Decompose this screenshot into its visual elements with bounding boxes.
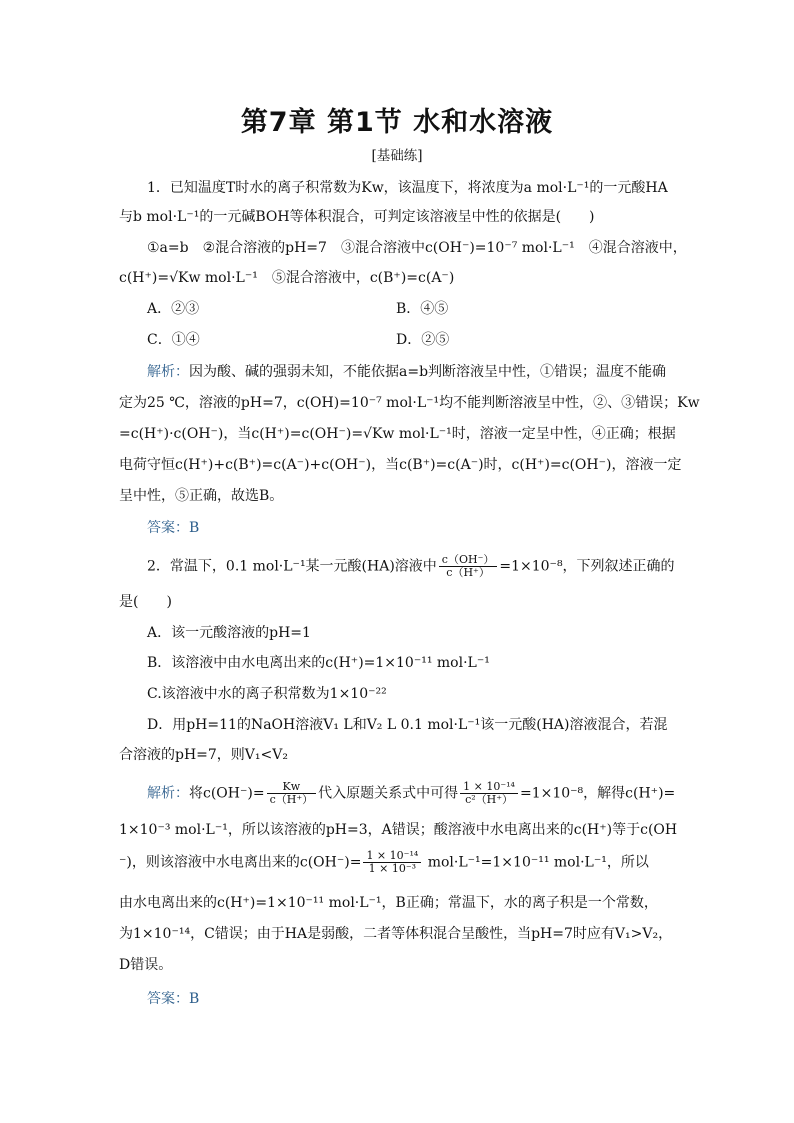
q2-explanation-line3: [119, 850, 698, 875]
q2-fraction2-numerator: 1 × 10⁻¹⁴: [460, 781, 518, 794]
q2-option-b: B．该溶液中由水电离出来的c(H⁺)=1×10⁻¹¹ mol·L⁻¹: [147, 655, 490, 671]
q1-conditions-line2: c(H⁺)=√Kw mol·L⁻¹ ⑤混合溶液中，c(B⁺)=c(A⁻): [119, 270, 455, 286]
q1-option-a: A．②③: [147, 301, 200, 317]
q2-explanation-line6: D错误。: [119, 957, 173, 973]
q1-option-d: D．②⑤: [396, 332, 450, 348]
q2-stem-fraction: [439, 554, 498, 579]
q1-explanation-label: 解析：: [147, 364, 189, 380]
q2-stem-fraction-numerator: c（OH⁻）: [439, 554, 498, 567]
q2-fraction3-denominator: 1 × 10⁻³: [368, 862, 417, 875]
q1-conditions-line1: ①a=b ②混合溶液的pH=7 ③混合溶液中c(OH⁻)=10⁻⁷ mol·L⁻¹ ④混合溶液中，: [147, 240, 687, 256]
q2-fraction1-denominator: c（H⁺）: [269, 793, 314, 806]
q2-answer: 答案：B: [147, 991, 200, 1007]
section-subtitle: [基础练]: [371, 148, 423, 164]
q2-explanation-label: 解析：: [147, 785, 189, 802]
q2-stem-text-b: =1×10⁻⁸，下列叙述正确的: [499, 558, 675, 575]
q2-explanation-text3a: ⁻)，则该溶液中水电离出来的c(OH⁻)=: [119, 854, 362, 871]
q2-explanation-text1b: 代入原题关系式中可得: [318, 785, 459, 802]
q2-explanation-line1: [147, 781, 698, 806]
q1-option-b: B．④⑤: [396, 301, 449, 317]
q2-stem-text-a: 2．常温下，0.1 mol·L⁻¹某一元酸(HA)溶液中: [147, 558, 437, 575]
q2-fraction3-numerator: 1 × 10⁻¹⁴: [363, 850, 421, 863]
q2-option-a: A．该一元酸溶液的pH=1: [147, 625, 311, 641]
q2-option-d-line1: D．用pH=11的NaOH溶液V₁ L和V₂ L 0.1 mol·L⁻¹该一元酸(HA)溶液混合，若混: [147, 717, 668, 733]
q2-stem-fraction-denominator: c（H⁺）: [446, 566, 490, 579]
q1-explanation-text1: 因为酸、碱的强弱未知，不能依据a=b判断溶液呈中性，①错误；温度不能确: [189, 364, 667, 380]
q2-explanation-fraction2: [460, 781, 518, 806]
q1-explanation-line5: 呈中性，⑤正确，故选B。: [119, 488, 284, 504]
q2-explanation-line2: 1×10⁻³ mol·L⁻¹，所以该溶液的pH=3，A错误；酸溶液中水电离出来的c(H⁺)等于c(OH: [119, 822, 678, 838]
q2-fraction1-numerator: Kw: [267, 781, 317, 794]
q2-stem-line1: [147, 554, 698, 579]
q2-explanation-text1c: =1×10⁻⁸，解得c(H⁺)=: [519, 785, 676, 802]
q2-explanation-fraction3: [363, 850, 421, 875]
q2-option-d-line2: 合溶液的pH=7，则V₁<V₂: [119, 747, 288, 763]
q1-explanation-line1: [147, 362, 698, 382]
q2-explanation-fraction1: [267, 781, 317, 806]
q2-explanation-text1a: 将c(OH⁻)=: [189, 785, 265, 802]
q2-explanation-line4: 由水电离出来的c(H⁺)=1×10⁻¹¹ mol·L⁻¹，B正确；常温下，水的离子积是一个常数，: [119, 895, 658, 911]
q2-option-c: C.该溶液中水的离子积常数为1×10⁻²²: [147, 686, 387, 702]
page-title: 第7章 第1节 水和水溶液: [240, 107, 554, 138]
q1-explanation-line4: 电荷守恒c(H⁺)+c(B⁺)=c(A⁻)+c(OH⁻)，当c(B⁺)=c(A⁻)时，c(H⁺)=c(OH⁻)，溶液一定: [119, 457, 682, 473]
q1-explanation-line3: =c(H⁺)·c(OH⁻)，当c(H⁺)=c(OH⁻)=√Kw mol·L⁻¹时，溶液一定呈中性，④正确；根据: [119, 426, 676, 442]
q1-option-c: C．①④: [147, 332, 200, 348]
q1-stem-line2: 与b mol·L⁻¹的一元碱BOH等体积混合，可判定该溶液呈中性的依据是( ): [119, 209, 595, 225]
q1-answer: 答案：B: [147, 520, 200, 536]
q1-stem-line1: 1．已知温度T时水的离子积常数为Kw，该温度下，将浓度为a mol·L⁻¹的一元酸HA: [147, 180, 668, 196]
q2-explanation-line5: 为1×10⁻¹⁴，C错误；由于HA是弱酸，二者等体积混合呈酸性，当pH=7时应有V₁>V₂，: [119, 926, 673, 942]
q2-stem-line2: 是( ): [119, 594, 172, 610]
q1-explanation-line2: 定为25 ℃，溶液的pH=7，c(OH)=10⁻⁷ mol·L⁻¹均不能判断溶液呈中性，②、③错误；Kw: [119, 395, 700, 411]
q2-fraction2-denominator: c²（H⁺）: [465, 793, 514, 806]
q2-explanation-text3b: mol·L⁻¹=1×10⁻¹¹ mol·L⁻¹，所以: [423, 854, 649, 871]
